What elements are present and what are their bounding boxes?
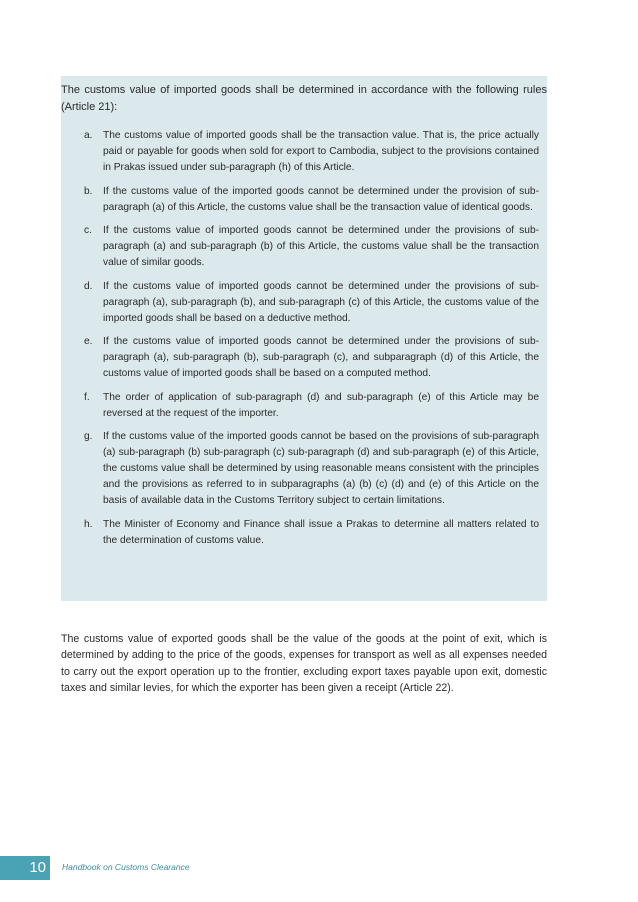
list-item <box>84 429 539 509</box>
page-number: 10 <box>0 856 50 880</box>
list-item <box>84 223 539 271</box>
list-item-text: If the customs value of imported goods cannot be determined under the provisions of sub-paragraph (a), sub-paragraph (b), and sub-paragraph (c) of this Article, the customs value of the imported goods shall be based on a deductive method. <box>103 280 539 324</box>
list-marker: d. <box>84 280 93 292</box>
list-item-text: The customs value of imported goods shall be the transaction value. That is, the price actually paid or payable for goods when sold for export to Cambodia, subject to the provisions contained in Prakas issued under sub-paragraph (h) of this Article. <box>103 130 539 173</box>
list-item-text: If the customs value of the imported goods cannot be determined under the provision of sub-paragraph (a) of this Article, the customs value shall be the transaction value of identical goods. <box>103 185 539 213</box>
list-marker: g. <box>84 431 93 442</box>
list-marker: e. <box>84 336 93 347</box>
list-marker: a. <box>84 130 93 141</box>
running-footer-title: Handbook on Customs Clearance <box>62 862 190 872</box>
article-21-list <box>84 128 539 556</box>
list-item <box>84 184 539 216</box>
list-item-text: If the customs value of imported goods cannot be determined under the provisions of sub-paragraph (a), sub-paragraph (b), sub-paragraph (c), and subparagraph (d) of this Article, the customs value of imported goods shall be based on a computed method. <box>103 336 539 379</box>
list-item <box>84 334 539 382</box>
article-22-paragraph: The customs value of exported goods shall be the value of the goods at the point of exit, which is determined by adding to the price of the goods, expenses for transport as well as all expenses needed to carry out the export operation up to the frontier, excluding export taxes payable upon exit, domestic taxes and similar levies, for which the exporter has been given a receipt (Article 22). <box>61 633 547 695</box>
list-item-text: The Minister of Economy and Finance shall issue a Prakas to determine all matters related to the determination of customs value. <box>103 518 539 546</box>
list-marker: c. <box>84 225 92 236</box>
list-marker: b. <box>84 185 93 197</box>
list-item-text: The order of application of sub-paragraph (d) and sub-paragraph (e) of this Article may be reversed at the request of the importer. <box>103 391 539 419</box>
list-item <box>84 390 539 422</box>
list-item-text: If the customs value of imported goods cannot be determined under the provisions of sub-paragraph (a) and sub-paragraph (b) of this Article, the customs value shall be the transaction value of similar goods. <box>103 225 539 268</box>
list-marker: f. <box>84 391 90 403</box>
article-21-intro: The customs value of imported goods shall be determined in accordance with the following rules (Article 21): <box>61 84 547 113</box>
list-marker: h. <box>84 518 93 530</box>
list-item <box>84 128 539 176</box>
list-item <box>84 279 539 327</box>
list-item-text: If the customs value of the imported goods cannot be based on the provisions of sub-paragraph (a) sub-paragraph (b) sub-paragraph (c) sub-paragraph (d) and sub-paragraph (e) of this Article, the customs value shall be determined by using reasonable means consistent with the principles and the provisions as referred to in subparagraphs (a) (b) (c) (d) and (e) of this Article on the basis of available data in the Customs Territory subject to certain limitations. <box>103 431 539 506</box>
list-item <box>84 517 539 549</box>
